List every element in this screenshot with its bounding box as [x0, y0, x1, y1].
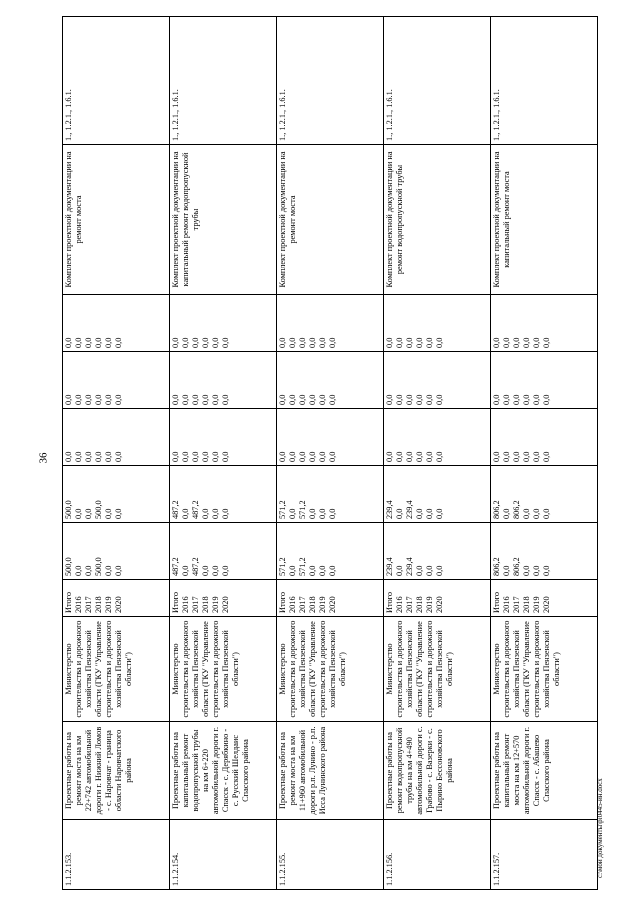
executor-cell: Министерство строительства и дорожного хозяйства Пензенской области (ГКУ "Управление строительства и дорожного хозяйства Пензенской области") — [277, 617, 384, 722]
table-row — [170, 17, 277, 890]
amount-value: 0,0 — [435, 394, 444, 405]
amount-value: 0,0 — [512, 337, 521, 348]
amount-value: 0,0 — [522, 451, 531, 462]
year-value: 2018 — [201, 596, 210, 613]
years-cell — [277, 580, 384, 617]
year-value: Итого — [278, 591, 287, 613]
activity-name-cell: Проектные работы на капитальный ремонт водопропускной трубы на км 6+220 автомобильной дороги г. Спасск - с. Дерябкино - с. Русский Шелдаис Спасского района — [170, 722, 277, 820]
amount-value: 0,0 — [415, 508, 424, 519]
amount-value: 0,0 — [104, 451, 113, 462]
amount-value: 0,0 — [84, 565, 93, 576]
year-value: 2017 — [191, 596, 200, 613]
amount-value: 0,0 — [308, 508, 317, 519]
amount-cell-c5 — [170, 295, 277, 352]
year-value: 2019 — [425, 596, 434, 613]
amount-value: 487,2 — [191, 557, 200, 576]
amount-cell-c3 — [491, 409, 598, 466]
result-cell: Комплект проектной документации на капитальный ремонт моста — [491, 145, 598, 295]
amount-value: 0,0 — [532, 565, 541, 576]
amount-value: 0,0 — [522, 337, 531, 348]
amount-value: 0,0 — [211, 508, 220, 519]
amount-cell-c2 — [170, 466, 277, 523]
executor-cell: Министерство строительства и дорожного хозяйства Пензенской области (ГКУ "Управление строительства и дорожного хозяйства Пензенской области") — [384, 617, 491, 722]
amount-value: 0,0 — [114, 337, 123, 348]
executor-cell: Министерство строительства и дорожного хозяйства Пензенской области (ГКУ "Управление строительства и дорожного хозяйства Пензенской области") — [170, 617, 277, 722]
amount-cell-c3 — [170, 409, 277, 466]
amount-value: 0,0 — [288, 508, 297, 519]
amount-value: 0,0 — [395, 337, 404, 348]
year-value: 2018 — [94, 596, 103, 613]
year-value: 2019 — [104, 596, 113, 613]
amount-value: 0,0 — [74, 565, 83, 576]
amount-value: 0,0 — [84, 451, 93, 462]
program-activities-table — [62, 16, 598, 890]
amount-value: 0,0 — [425, 451, 434, 462]
reference-cell: 1., 1.2.1., 1.6.1. — [277, 17, 384, 145]
amount-value: 0,0 — [308, 394, 317, 405]
amount-value: 0,0 — [542, 565, 551, 576]
amount-value: 0,0 — [328, 451, 337, 462]
reference-cell: 1., 1.2.1., 1.6.1. — [170, 17, 277, 145]
amount-value: 500,0 — [64, 557, 73, 576]
years-cell — [170, 580, 277, 617]
amount-value: 0,0 — [532, 337, 541, 348]
row-id-cell: 1.1.2.156. — [384, 820, 491, 890]
amount-value: 0,0 — [385, 337, 394, 348]
amount-value: 0,0 — [191, 394, 200, 405]
amount-value: 0,0 — [308, 565, 317, 576]
amount-value: 239,4 — [385, 557, 394, 576]
result-cell: Комплект проектной документации на ремонт моста — [277, 145, 384, 295]
year-value: 2019 — [532, 596, 541, 613]
year-value: 2016 — [502, 596, 511, 613]
amount-value: 0,0 — [415, 337, 424, 348]
amount-value: 0,0 — [288, 565, 297, 576]
amount-value: 0,0 — [502, 565, 511, 576]
year-value: Итого — [64, 591, 73, 613]
result-cell: Комплект проектной документации на капитальный ремонт водопропускной трубы — [170, 145, 277, 295]
amount-value: 0,0 — [191, 337, 200, 348]
amount-value: 0,0 — [502, 451, 511, 462]
amount-value: 0,0 — [191, 451, 200, 462]
amount-value: 0,0 — [395, 565, 404, 576]
year-value: 2020 — [221, 596, 230, 613]
amount-value: 239,4 — [385, 500, 394, 519]
amount-value: 0,0 — [435, 565, 444, 576]
amount-value: 0,0 — [542, 508, 551, 519]
amount-value: 0,0 — [318, 565, 327, 576]
amount-value: 0,0 — [542, 337, 551, 348]
amount-value: 0,0 — [298, 337, 307, 348]
amount-value: 0,0 — [181, 337, 190, 348]
amount-value: 0,0 — [415, 394, 424, 405]
amount-value: 571,2 — [298, 557, 307, 576]
row-id-cell: 1.1.2.157. — [491, 820, 598, 890]
amount-value: 487,2 — [191, 500, 200, 519]
amount-value: 0,0 — [278, 451, 287, 462]
amount-value: 0,0 — [522, 565, 531, 576]
amount-value: 0,0 — [288, 337, 297, 348]
amount-value: 500,0 — [94, 557, 103, 576]
reference-cell: 1., 1.2.1., 1.6.1. — [384, 17, 491, 145]
amount-value: 0,0 — [211, 394, 220, 405]
amount-value: 0,0 — [405, 451, 414, 462]
amount-value: 0,0 — [181, 394, 190, 405]
amount-value: 0,0 — [492, 337, 501, 348]
amount-value: 0,0 — [104, 565, 113, 576]
amount-value: 0,0 — [181, 565, 190, 576]
result-cell: Комплект проектной документации на ремонт водопропускной трубы — [384, 145, 491, 295]
years-cell — [63, 580, 170, 617]
reference-cell: 1., 1.2.1., 1.6.1. — [491, 17, 598, 145]
amount-cell-c5 — [277, 295, 384, 352]
amount-value: 0,0 — [328, 337, 337, 348]
amount-value: 0,0 — [318, 337, 327, 348]
amount-value: 0,0 — [84, 394, 93, 405]
amount-value: 0,0 — [512, 451, 521, 462]
amount-value: 0,0 — [221, 508, 230, 519]
amount-value: 0,0 — [94, 337, 103, 348]
amount-value: 0,0 — [435, 451, 444, 462]
amount-value: 0,0 — [211, 565, 220, 576]
year-value: 2020 — [114, 596, 123, 613]
amount-value: 0,0 — [502, 337, 511, 348]
amount-value: 0,0 — [104, 337, 113, 348]
amount-cell-c2 — [277, 466, 384, 523]
amount-value: 0,0 — [201, 508, 210, 519]
amount-value: 0,0 — [395, 394, 404, 405]
amount-value: 0,0 — [74, 451, 83, 462]
amount-value: 0,0 — [425, 508, 434, 519]
amount-value: 0,0 — [94, 394, 103, 405]
year-value: 2016 — [288, 596, 297, 613]
rotated-page-content — [62, 17, 640, 890]
amount-value: 0,0 — [278, 394, 287, 405]
amount-cell-c5 — [63, 295, 170, 352]
amount-value: 0,0 — [201, 451, 210, 462]
amount-value: 571,2 — [278, 557, 287, 576]
amount-value: 0,0 — [542, 451, 551, 462]
result-cell: Комплект проектной документации на ремонт моста — [63, 145, 170, 295]
year-value: Итого — [385, 591, 394, 613]
amount-value: 500,0 — [94, 500, 103, 519]
amount-value: 0,0 — [84, 337, 93, 348]
years-cell — [384, 580, 491, 617]
amount-value: 571,2 — [298, 500, 307, 519]
table-body — [63, 17, 598, 890]
reference-cell: 1., 1.2.1., 1.6.1. — [63, 17, 170, 145]
table-row — [384, 17, 491, 890]
amount-value: 0,0 — [211, 337, 220, 348]
amount-value: 0,0 — [395, 508, 404, 519]
year-value: 2018 — [308, 596, 317, 613]
year-value: 2017 — [405, 596, 414, 613]
year-value: 2020 — [328, 596, 337, 613]
activity-name-cell: Проектные работы на ремонт моста на км 22+742 автомобильной дороги г. Нижний Ломов - с. Наровчат - граница области Наровчатского района — [63, 722, 170, 820]
amount-value: 0,0 — [502, 394, 511, 405]
amount-value: 806,2 — [492, 500, 501, 519]
amount-value: 0,0 — [298, 451, 307, 462]
amount-value: 0,0 — [405, 337, 414, 348]
amount-value: 0,0 — [114, 451, 123, 462]
amount-value: 0,0 — [415, 565, 424, 576]
amount-value: 0,0 — [221, 337, 230, 348]
amount-value: 0,0 — [308, 337, 317, 348]
amount-cell-c4 — [170, 352, 277, 409]
amount-value: 0,0 — [114, 565, 123, 576]
amount-value: 0,0 — [288, 394, 297, 405]
amount-value: 0,0 — [181, 451, 190, 462]
amount-value: 0,0 — [74, 337, 83, 348]
amount-value: 0,0 — [435, 337, 444, 348]
year-value: 2020 — [542, 596, 551, 613]
amount-cell-c1 — [63, 523, 170, 580]
amount-value: 0,0 — [171, 394, 180, 405]
amount-cell-c4 — [491, 352, 598, 409]
year-value: 2016 — [181, 596, 190, 613]
amount-value: 0,0 — [308, 451, 317, 462]
amount-cell-c4 — [277, 352, 384, 409]
amount-cell-c1 — [491, 523, 598, 580]
amount-value: 0,0 — [74, 508, 83, 519]
amount-value: 0,0 — [502, 508, 511, 519]
year-value: Итого — [492, 591, 501, 613]
page-number: 36 — [37, 452, 50, 464]
activity-name-cell: Проектные работы на ремонт водопропускной трубы на км 4+490 автомобильной дороги с. Грабово - с. Вазерки - с. Пырино Бессоновского района — [384, 722, 491, 820]
amount-value: 0,0 — [318, 451, 327, 462]
year-value: 2020 — [435, 596, 444, 613]
years-cell — [491, 580, 598, 617]
amount-value: 0,0 — [181, 508, 190, 519]
row-id-cell: 1.1.2.153. — [63, 820, 170, 890]
year-value: 2017 — [512, 596, 521, 613]
amount-value: 0,0 — [425, 337, 434, 348]
amount-cell-c2 — [384, 466, 491, 523]
executor-cell: Министерство строительства и дорожного хозяйства Пензенской области (ГКУ "Управление строительства и дорожного хозяйства Пензенской области") — [63, 617, 170, 722]
amount-value: 0,0 — [492, 394, 501, 405]
amount-value: 0,0 — [171, 451, 180, 462]
year-value: Итого — [171, 591, 180, 613]
table-row — [277, 17, 384, 890]
amount-value: 0,0 — [64, 337, 73, 348]
amount-value: 0,0 — [201, 565, 210, 576]
amount-value: 0,0 — [64, 394, 73, 405]
amount-value: 0,0 — [84, 508, 93, 519]
amount-cell-c3 — [384, 409, 491, 466]
amount-value: 0,0 — [298, 394, 307, 405]
amount-value: 0,0 — [522, 508, 531, 519]
year-value: 2018 — [522, 596, 531, 613]
amount-value: 0,0 — [532, 508, 541, 519]
amount-value: 0,0 — [201, 337, 210, 348]
amount-value: 806,2 — [492, 557, 501, 576]
year-value: 2016 — [74, 596, 83, 613]
year-value: 2017 — [298, 596, 307, 613]
amount-value: 0,0 — [522, 394, 531, 405]
year-value: 2019 — [318, 596, 327, 613]
year-value: 2019 — [211, 596, 220, 613]
amount-value: 0,0 — [415, 451, 424, 462]
year-value: 2018 — [415, 596, 424, 613]
table-row — [491, 17, 598, 890]
amount-cell-c3 — [277, 409, 384, 466]
amount-value: 0,0 — [328, 394, 337, 405]
amount-value: 0,0 — [221, 565, 230, 576]
amount-value: 0,0 — [512, 394, 521, 405]
amount-value: 0,0 — [328, 565, 337, 576]
amount-value: 0,0 — [94, 451, 103, 462]
amount-value: 0,0 — [532, 451, 541, 462]
amount-value: 0,0 — [64, 451, 73, 462]
year-value: 2017 — [84, 596, 93, 613]
amount-cell-c5 — [491, 295, 598, 352]
amount-cell-c2 — [63, 466, 170, 523]
amount-value: 239,4 — [405, 557, 414, 576]
amount-value: 806,2 — [512, 500, 521, 519]
amount-cell-c1 — [384, 523, 491, 580]
amount-cell-c1 — [277, 523, 384, 580]
amount-value: 0,0 — [385, 451, 394, 462]
amount-cell-c3 — [63, 409, 170, 466]
amount-cell-c4 — [384, 352, 491, 409]
amount-value: 0,0 — [492, 451, 501, 462]
amount-value: 0,0 — [425, 565, 434, 576]
amount-value: 0,0 — [74, 394, 83, 405]
activity-name-cell: Проектные работы на капитальный ремонт моста на км 12+570 автомобильной дороги г. Спасск - с. Абашево Спасского района — [491, 722, 598, 820]
amount-value: 0,0 — [542, 394, 551, 405]
amount-cell-c1 — [170, 523, 277, 580]
amount-cell-c5 — [384, 295, 491, 352]
amount-value: 0,0 — [114, 394, 123, 405]
amount-value: 0,0 — [221, 451, 230, 462]
amount-value: 0,0 — [104, 508, 113, 519]
amount-value: 0,0 — [405, 394, 414, 405]
amount-value: 0,0 — [395, 451, 404, 462]
amount-value: 0,0 — [114, 508, 123, 519]
amount-value: 0,0 — [171, 337, 180, 348]
amount-value: 0,0 — [385, 394, 394, 405]
amount-value: 0,0 — [104, 394, 113, 405]
amount-value: 0,0 — [221, 394, 230, 405]
footer-file-path: c:\мои документы\pi0445-ин.docx — [596, 778, 604, 878]
amount-value: 0,0 — [318, 394, 327, 405]
executor-cell: Министерство строительства и дорожного хозяйства Пензенской области (ГКУ "Управление строительства и дорожного хозяйства Пензенской области") — [491, 617, 598, 722]
activity-name-cell: Проектные работы на ремонт моста на км 11+960 автомобильной дороги р.п. Лунино - р.п. Исса Лунинского района — [277, 722, 384, 820]
amount-value: 0,0 — [435, 508, 444, 519]
row-id-cell: 1.1.2.155. — [277, 820, 384, 890]
amount-value: 487,2 — [171, 500, 180, 519]
amount-value: 0,0 — [532, 394, 541, 405]
amount-value: 500,0 — [64, 500, 73, 519]
amount-value: 0,0 — [211, 451, 220, 462]
program-table-container — [62, 17, 640, 890]
amount-value: 239,4 — [405, 500, 414, 519]
table-row — [63, 17, 170, 890]
amount-value: 0,0 — [278, 337, 287, 348]
row-id-cell: 1.1.2.154. — [170, 820, 277, 890]
amount-cell-c4 — [63, 352, 170, 409]
amount-value: 0,0 — [288, 451, 297, 462]
amount-value: 0,0 — [318, 508, 327, 519]
amount-value: 0,0 — [201, 394, 210, 405]
amount-value: 571,2 — [278, 500, 287, 519]
amount-value: 0,0 — [425, 394, 434, 405]
amount-value: 487,2 — [171, 557, 180, 576]
amount-value: 0,0 — [328, 508, 337, 519]
amount-value: 806,2 — [512, 557, 521, 576]
year-value: 2016 — [395, 596, 404, 613]
amount-cell-c2 — [491, 466, 598, 523]
